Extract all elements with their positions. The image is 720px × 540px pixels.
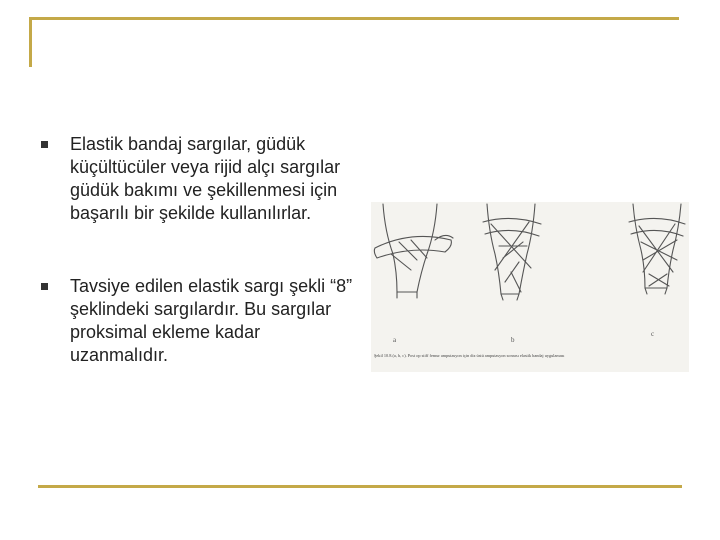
bullet-text-2: Tavsiye edilen elastik sargı şekli “8” şeklindeki sargılardır. Bu sargılar proksimal ekleme kadar uzanmalıdır. [70, 276, 353, 365]
bullet-text-1: Elastik bandaj sargılar, güdük küçültücüler veya rijid alçı sargılar güdük bakımı ve şekillenmesi için başarılı bir şekilde kullanılırlar. [70, 134, 341, 223]
bullet-item-1 [38, 133, 358, 225]
stump-drawing-b [483, 204, 541, 300]
panel-label-c: c [651, 330, 655, 338]
bandage-illustration [371, 202, 689, 372]
figure-caption: Şekil 10.8.(a, b, c). Post op stiff femur amputasyon için diz üstü amputasyon sonrası elastik bandaj uygulaması [374, 353, 565, 358]
frame-bottom-rule [38, 485, 682, 488]
drawing-strokes [374, 204, 685, 300]
frame-left-rule [29, 17, 32, 67]
bullet-item-2 [38, 275, 358, 367]
panel-label-b: b [511, 336, 515, 344]
stump-drawing-a [374, 204, 453, 298]
panel-label-a: a [393, 336, 397, 344]
bandage-figure [371, 202, 689, 372]
square-bullet-icon [41, 141, 48, 148]
bullet-list [38, 133, 358, 367]
square-bullet-icon [41, 283, 48, 290]
frame-top-rule [29, 17, 679, 20]
stump-drawing-c [629, 204, 685, 294]
